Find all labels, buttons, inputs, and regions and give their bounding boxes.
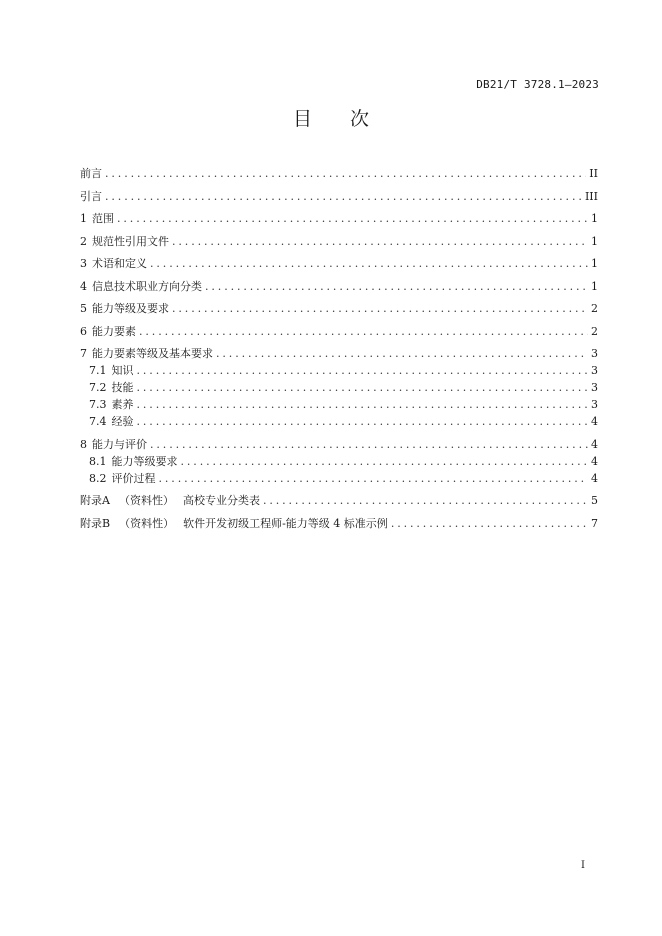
- toc-entry-page: 1: [591, 257, 598, 270]
- toc-entry-number: 8.2: [89, 471, 107, 485]
- toc-title-part2: 次: [350, 108, 370, 130]
- toc-entry-annex-type: （资料性）: [119, 516, 175, 530]
- toc-entry-page: 5: [591, 494, 598, 507]
- toc-entry-4[interactable]: [80, 278, 598, 295]
- toc-entry-number: 7: [80, 347, 87, 360]
- toc-entry-page: 7: [591, 516, 598, 530]
- toc-entry-number: 附录A: [80, 494, 110, 507]
- toc-entry-label: 经验: [111, 415, 134, 428]
- toc-entry-appendix-b[interactable]: [80, 515, 598, 532]
- dot-leader: [137, 379, 589, 396]
- page-number: I: [581, 860, 585, 871]
- toc-entry-2[interactable]: [80, 233, 598, 250]
- toc-entry-foreword[interactable]: [80, 165, 598, 182]
- toc-entry-label: 术语和定义: [92, 257, 147, 270]
- dot-leader: [216, 345, 588, 362]
- dot-leader: [137, 396, 589, 413]
- toc-entry-number: 7.1: [89, 364, 107, 377]
- toc-entry-number: 7.2: [89, 381, 107, 394]
- toc-entry-7-1[interactable]: [80, 362, 598, 379]
- toc-entry-8-2[interactable]: [80, 470, 598, 487]
- dot-leader: [172, 300, 588, 317]
- toc-entry-label: 技能: [111, 381, 134, 394]
- toc-entry-appendix-a[interactable]: [80, 492, 598, 509]
- toc-entry-annex-type: （资料性）: [118, 494, 174, 507]
- toc-entry-number: 3: [80, 257, 87, 270]
- toc-entry-label: 知识: [111, 364, 134, 377]
- dot-leader: [105, 165, 586, 182]
- toc-entry-label: 能力等级要求: [111, 454, 178, 468]
- toc-entry-label: 能力等级及要求: [92, 302, 169, 315]
- dot-leader: [139, 323, 588, 340]
- toc-entry-number: 7.3: [89, 398, 107, 411]
- toc-entry-page: 3: [591, 381, 598, 394]
- dot-leader: [172, 233, 588, 250]
- dot-leader: [117, 210, 588, 227]
- toc-entry-1[interactable]: [80, 210, 598, 227]
- dot-leader: [159, 470, 589, 487]
- toc-entry-7-3[interactable]: [80, 396, 598, 413]
- toc-entry-label: 信息技术职业方向分类: [92, 279, 202, 293]
- dot-leader: [181, 453, 589, 470]
- toc-entry-page: 2: [591, 302, 598, 315]
- toc-entry-label: 引言: [80, 189, 102, 203]
- toc-entry-number: 5: [80, 302, 87, 315]
- dot-leader: [150, 436, 588, 453]
- toc-entry-page: 3: [591, 347, 598, 360]
- toc-entry-7-4[interactable]: [80, 413, 598, 430]
- toc-entry-page: 1: [591, 279, 598, 293]
- toc-entry-label: 能力要素: [92, 324, 136, 338]
- toc-entry-number: 8.1: [89, 454, 107, 468]
- toc-entry-number: 附录B: [80, 516, 111, 530]
- toc-entry-label: 规范性引用文件: [92, 234, 169, 248]
- toc-entry-label: 能力要素等级及基本要求: [92, 347, 213, 360]
- dot-leader: [137, 362, 589, 379]
- toc-entry-5[interactable]: [80, 300, 598, 317]
- toc-entry-label: 软件开发初级工程师-能力等级 4 标准示例: [183, 516, 388, 530]
- toc-entry-number: 6: [80, 324, 87, 338]
- toc-entry-page: 2: [591, 324, 598, 338]
- toc-entry-8-1[interactable]: [80, 453, 598, 470]
- dot-leader: [205, 278, 588, 295]
- toc-entry-page: 3: [591, 398, 598, 411]
- toc-entry-page: 1: [591, 212, 598, 225]
- toc-entry-page: II: [589, 167, 598, 180]
- dot-leader: [137, 413, 589, 430]
- dot-leader: [150, 255, 588, 272]
- toc-title-part1: 目: [292, 108, 312, 130]
- toc-entry-3[interactable]: [80, 255, 598, 272]
- toc-entry-number: 2: [80, 234, 87, 248]
- toc-entry-number: 7.4: [89, 415, 107, 428]
- toc-entry-page: III: [584, 189, 598, 203]
- table-of-contents: [80, 165, 598, 532]
- toc-entry-page: 1: [591, 234, 598, 248]
- toc-entry-label: 范围: [92, 212, 114, 225]
- toc-entry-introduction[interactable]: [80, 188, 598, 205]
- toc-entry-page: 4: [591, 454, 598, 468]
- toc-entry-8[interactable]: [80, 436, 598, 453]
- toc-entry-page: 3: [591, 364, 598, 377]
- toc-title: [0, 104, 662, 131]
- toc-entry-number: 1: [80, 212, 87, 225]
- toc-entry-label: 前言: [80, 167, 102, 180]
- toc-entry-7-2[interactable]: [80, 379, 598, 396]
- standard-code: DB21/T 3728.1—2023: [476, 78, 599, 91]
- dot-leader: [263, 492, 588, 509]
- toc-entry-number: 8: [80, 437, 87, 451]
- dot-leader: [391, 515, 588, 532]
- toc-entry-6[interactable]: [80, 323, 598, 340]
- toc-entry-label: 能力与评价: [92, 437, 147, 451]
- toc-entry-page: 4: [591, 415, 598, 428]
- toc-entry-label: 评价过程: [111, 471, 156, 485]
- toc-entry-number: 4: [80, 279, 87, 293]
- dot-leader: [105, 188, 582, 205]
- toc-entry-page: 4: [591, 437, 598, 451]
- toc-entry-7[interactable]: [80, 345, 598, 362]
- toc-entry-label: 素养: [111, 398, 134, 411]
- toc-entry-page: 4: [591, 471, 598, 485]
- toc-entry-label: 高校专业分类表: [182, 494, 260, 507]
